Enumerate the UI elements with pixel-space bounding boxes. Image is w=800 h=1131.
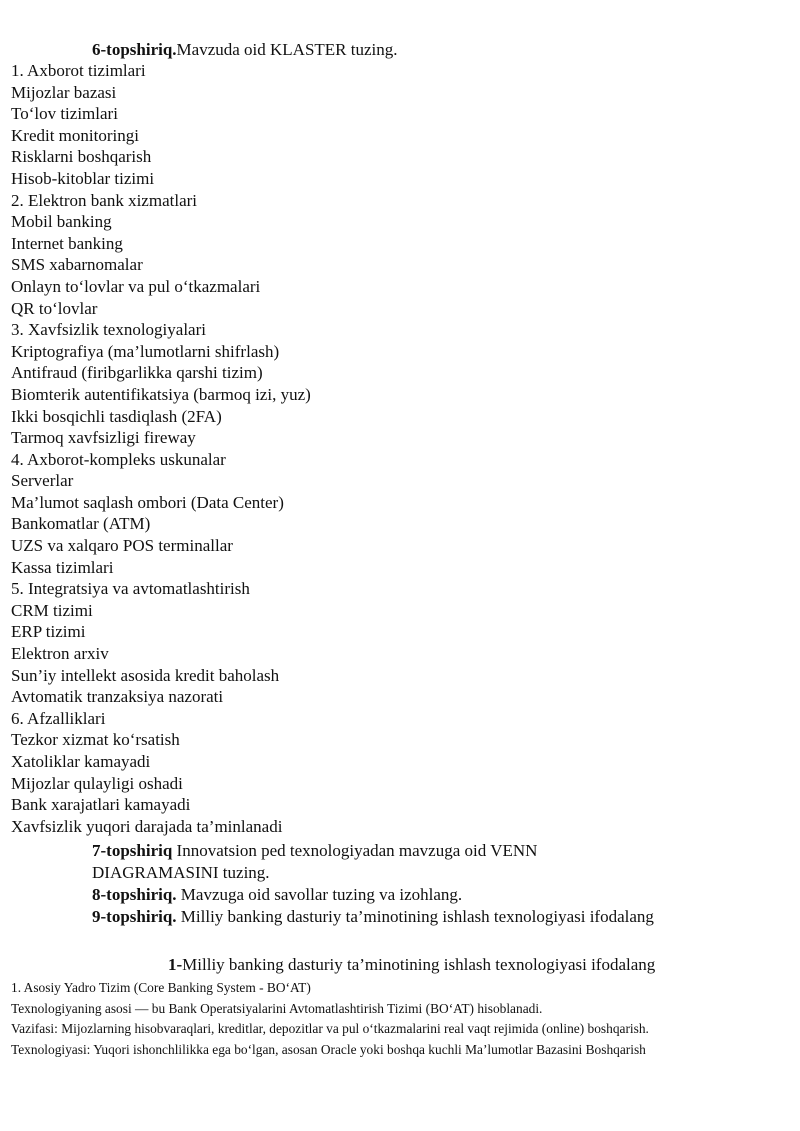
- list-item: 3. Xavfsizlik texnologiyalari: [11, 320, 206, 340]
- task-7-line-2: [92, 862, 772, 884]
- list-item: QR to‘lovlar: [11, 298, 98, 318]
- task-8-text: Mavzuga oid savollar tuzing va izohlang.: [176, 885, 463, 904]
- list-item: Tezkor xizmat ko‘rsatish: [11, 730, 180, 750]
- list-item: Avtomatik tranzaksiya nazorati: [11, 687, 224, 707]
- list-item: 1. Axborot tizimlari: [11, 61, 146, 80]
- body-paragraph: Texnologiyasi: Yuqori ishonchlilikka ega bo‘lgan, asosan Oracle yoki boshqa kuchli Ma’lumotlar Bazasini Boshqarish: [11, 1041, 646, 1057]
- list-item: 4. Axborot-kompleks uskunalar: [11, 449, 226, 469]
- list-item: Risklarni boshqarish: [11, 147, 152, 167]
- task-9-number: 9-topshiriq.: [92, 907, 177, 926]
- body-paragraph: 1. Asosiy Yadro Tizim (Core Banking System - BO‘AT): [11, 980, 311, 995]
- list-item: Mijozlar bazasi: [11, 82, 117, 102]
- task-9-text: Milliy banking dasturiy ta’minotining ishlash texnologiyasi ifodalang: [176, 907, 654, 926]
- section-title-text: Milliy banking dasturiy ta’minotining ishlash texnologiyasi ifodalang: [182, 955, 656, 974]
- list-item: Xavfsizlik yuqori darajada ta’minlanadi: [11, 816, 283, 836]
- list-item: 5. Integratsiya va avtomatlashtirish: [11, 579, 250, 599]
- task-8-number: 8-topshiriq.: [92, 885, 177, 904]
- list-item: Kriptografiya (ma’lumotlarni shifrlash): [11, 341, 280, 361]
- list-item: Biomterik autentifikatsiya (barmoq izi, yuz): [11, 384, 311, 404]
- list-item: 6. Afzalliklari: [11, 708, 106, 728]
- list-item: Serverlar: [11, 471, 74, 491]
- list-item: Mobil banking: [11, 212, 112, 232]
- list-item: ERP tizimi: [11, 622, 86, 642]
- section-number: 1-: [168, 955, 183, 974]
- list-item: UZS va xalqaro POS terminallar: [11, 536, 233, 556]
- body-paragraph: Texnologiyaning asosi — bu Bank Operatsiyalarini Avtomatlashtirish Tizimi (BO‘AT) hisoblanadi.: [11, 1000, 543, 1016]
- task-7-line-1: [92, 840, 772, 862]
- list-item: 2. Elektron bank xizmatlari: [11, 190, 197, 210]
- tasks-block: [92, 840, 772, 928]
- task-7-text-1: Innovatsion ped texnologiyadan mavzuga oid VENN: [172, 841, 538, 860]
- task-6-number: 6-topshiriq.: [92, 40, 177, 59]
- list-item: SMS xabarnomalar: [11, 255, 143, 275]
- task-8-line: [92, 884, 772, 906]
- list-item: Bank xarajatlari kamayadi: [11, 795, 191, 815]
- body-paragraph: Vazifasi: Mijozlarning hisobvaraqlari, kreditlar, depozitlar va pul o‘tkazmalarini real vaqt rejimida (online) boshqarish.: [11, 1021, 649, 1036]
- list-item: Kassa tizimlari: [11, 557, 114, 577]
- task-6-heading: [92, 39, 398, 60]
- task-7-number: 7-topshiriq: [92, 841, 173, 860]
- body-text: [11, 978, 796, 1060]
- list-item: Hisob-kitoblar tizimi: [11, 168, 155, 188]
- list-item: Ma’lumot saqlash ombori (Data Center): [11, 492, 284, 512]
- list-item: CRM tizimi: [11, 600, 93, 620]
- cluster-list: [11, 60, 311, 837]
- list-item: Tarmoq xavfsizligi fireway: [11, 428, 196, 448]
- list-item: Internet banking: [11, 233, 123, 253]
- list-item: Mijozlar qulayligi oshadi: [11, 773, 183, 793]
- list-item: Antifraud (firibgarlikka qarshi tizim): [11, 363, 263, 383]
- list-item: Sun’iy intellekt asosida kredit baholash: [11, 665, 280, 685]
- task-6-text: Mavzuda oid KLASTER tuzing.: [176, 40, 398, 59]
- list-item: Elektron arxiv: [11, 644, 109, 664]
- list-item: Ikki bosqichli tasdiqlash (2FA): [11, 406, 222, 426]
- task-9-line: [92, 906, 772, 928]
- list-item: Onlayn to‘lovlar va pul o‘tkazmalari: [11, 276, 261, 296]
- section-title: [168, 954, 655, 976]
- task-7-text-2: DIAGRAMASINI tuzing.: [92, 863, 270, 882]
- list-item: To‘lov tizimlari: [11, 104, 118, 124]
- list-item: Kredit monitoringi: [11, 125, 139, 145]
- list-item: Xatoliklar kamayadi: [11, 752, 151, 771]
- list-item: Bankomatlar (ATM): [11, 514, 151, 534]
